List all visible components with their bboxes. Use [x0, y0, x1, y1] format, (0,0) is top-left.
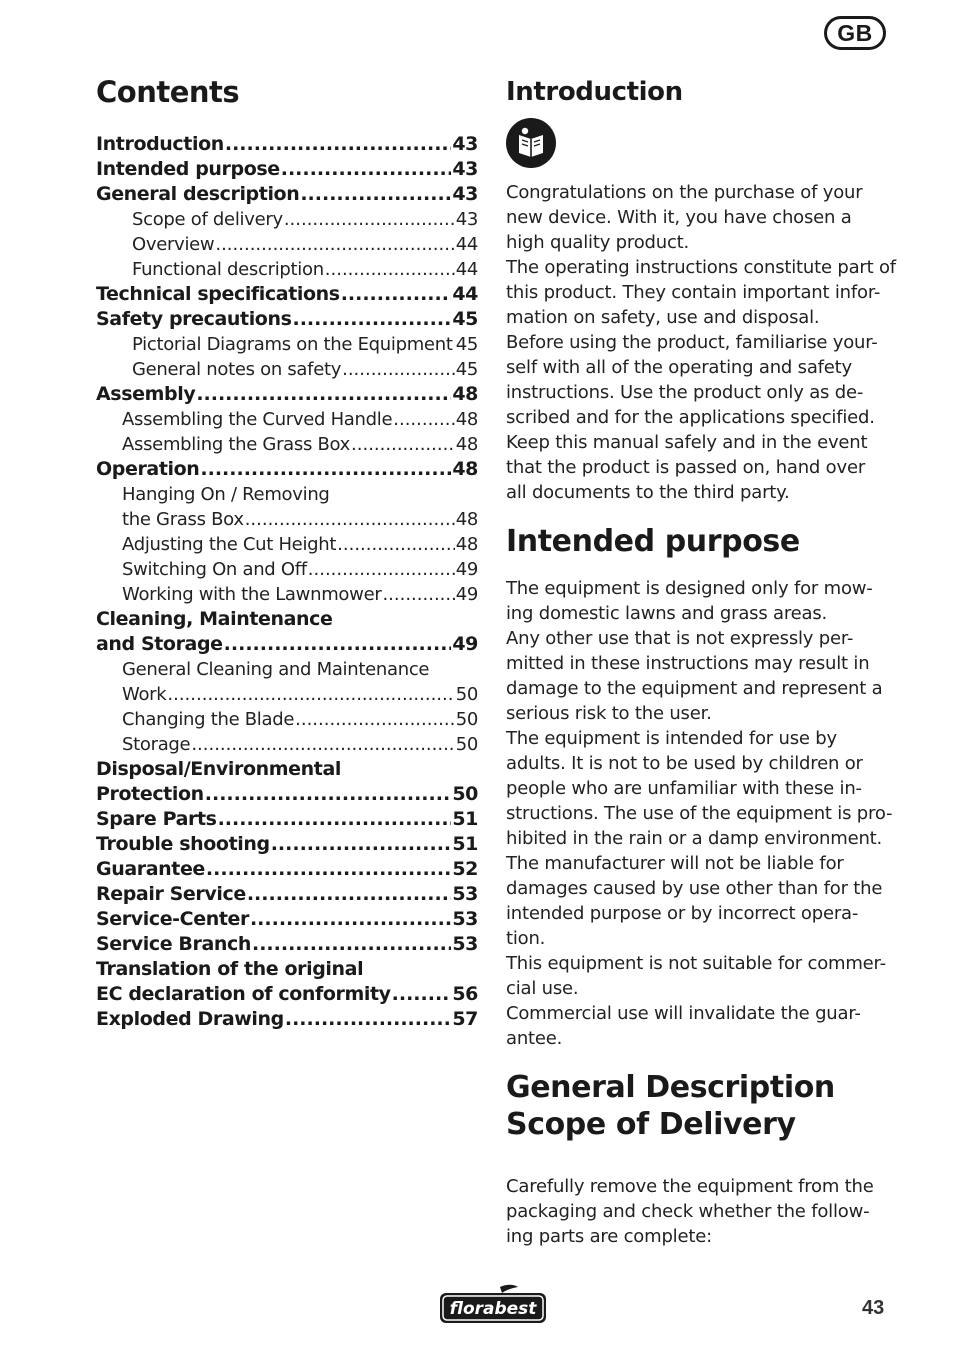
- toc-entry-title: Work: [122, 684, 167, 705]
- text-line: all documents to the third party.: [506, 482, 790, 503]
- toc-entry: [96, 432, 478, 457]
- intended-purpose-heading: Intended purpose: [506, 524, 800, 559]
- language-badge: GB: [824, 16, 886, 50]
- toc-entry: [96, 357, 478, 382]
- toc-entry-page: 53: [452, 933, 478, 955]
- text-line: Congratulations on the purchase of your: [506, 182, 863, 203]
- toc-entry: [96, 482, 478, 507]
- toc-entry-title: Assembling the Curved Handle: [122, 409, 393, 430]
- toc-entry-title: Overview: [132, 234, 215, 255]
- toc-leader-dots: [351, 432, 455, 457]
- toc-leader-dots: [200, 457, 451, 482]
- toc-entry-title: Storage: [122, 734, 191, 755]
- contents-column: [96, 72, 478, 1032]
- toc-entry-title: Hanging On / Removing: [122, 484, 330, 505]
- toc-entry-title: Adjusting the Cut Height: [122, 534, 337, 555]
- toc-entry: [96, 157, 478, 182]
- toc-entry-title: Assembly: [96, 383, 196, 405]
- toc-entry-title: Guarantee: [96, 858, 205, 880]
- toc-leader-dots: [342, 357, 455, 382]
- toc-entry-title: General notes on safety: [132, 359, 342, 380]
- toc-entry: [96, 557, 478, 582]
- toc-leader-dots: [382, 582, 454, 607]
- text-line: antee.: [506, 1028, 563, 1049]
- toc-entry: [96, 757, 478, 782]
- toc-entry-title: Protection: [96, 783, 204, 805]
- toc-entry: [96, 982, 478, 1007]
- scope-of-delivery-text: [506, 1174, 906, 1249]
- toc-leader-dots: [284, 207, 455, 232]
- text-line: new device. With it, you have chosen a: [506, 207, 852, 228]
- toc-leader-dots: [271, 832, 452, 857]
- toc-leader-dots: [393, 407, 454, 432]
- toc-entry: [96, 532, 478, 557]
- toc-leader-dots: [454, 332, 455, 357]
- toc-entry: [96, 957, 478, 982]
- toc-leader-dots: [293, 307, 452, 332]
- intended-purpose-text: [506, 576, 906, 1051]
- toc-entry-title: General Cleaning and Maintenance: [122, 659, 430, 680]
- toc-entry: [96, 332, 478, 357]
- toc-entry-page: 52: [452, 858, 478, 880]
- toc-entry-page: 45: [452, 308, 478, 330]
- text-line: ing domestic lawns and grass areas.: [506, 603, 828, 624]
- toc-leader-dots: [341, 282, 452, 307]
- toc-entry-page: 50: [455, 684, 478, 705]
- toc-entry: [96, 707, 478, 732]
- text-line: Any other use that is not expressly per-: [506, 628, 854, 649]
- toc-entry-title: Technical specifications: [96, 283, 340, 305]
- page-number: 43: [862, 1297, 885, 1319]
- toc-leader-dots: [250, 907, 451, 932]
- contents-title: Contents: [96, 75, 240, 109]
- text-line: scribed and for the applications specified.: [506, 407, 875, 428]
- toc-entry-title: Assembling the Grass Box: [122, 434, 351, 455]
- toc-entry-page: 45: [455, 359, 478, 380]
- toc-entry-title: Working with the Lawnmower: [122, 584, 382, 605]
- toc-entry-title: Changing the Blade: [122, 709, 295, 730]
- toc-entry-page: 56: [452, 983, 478, 1005]
- toc-entry-title: the Grass Box: [122, 509, 244, 530]
- general-description-heading-line1: General Description: [506, 1070, 835, 1105]
- toc-entry-page: 44: [455, 234, 478, 255]
- toc-entry-title: Translation of the original: [96, 958, 364, 980]
- toc-entry: [96, 307, 478, 332]
- toc-entry-title: Introduction: [96, 133, 224, 155]
- text-line: people who are unfamiliar with these in-: [506, 778, 862, 799]
- toc-leader-dots: [300, 182, 451, 207]
- toc-leader-dots: [285, 1007, 452, 1032]
- toc-entry-title: Service Branch: [96, 933, 251, 955]
- toc-entry: [96, 832, 478, 857]
- toc-leader-dots: [218, 807, 452, 832]
- text-line: serious risk to the user.: [506, 703, 712, 724]
- toc-entry-page: 48: [455, 534, 478, 555]
- text-line: intended purpose or by incorrect opera-: [506, 903, 859, 924]
- toc-entry-title: Cleaning, Maintenance: [96, 608, 333, 630]
- toc-entry-title: Pictorial Diagrams on the Equipment: [132, 334, 453, 355]
- toc-entry-page: 53: [452, 883, 478, 905]
- toc-entry-page: 50: [455, 734, 478, 755]
- toc-entry: [96, 932, 478, 957]
- toc-leader-dots: [295, 707, 455, 732]
- toc-entry-page: 50: [455, 709, 478, 730]
- text-line: structions. The use of the equipment is pro-: [506, 803, 893, 824]
- toc-leader-dots: [225, 132, 451, 157]
- toc-entry: [96, 407, 478, 432]
- toc-entry-page: 50: [452, 783, 478, 805]
- toc-entry: [96, 282, 478, 307]
- toc-leader-dots: [215, 232, 454, 257]
- text-line: The operating instructions constitute part of: [506, 257, 896, 278]
- toc-entry: [96, 207, 478, 232]
- toc-entry-title: Scope of delivery: [132, 209, 283, 230]
- toc-entry: [96, 807, 478, 832]
- toc-entry-title: Exploded Drawing: [96, 1008, 284, 1030]
- text-line: instructions. Use the product only as de-: [506, 382, 864, 403]
- text-line: This equipment is not suitable for commer-: [506, 953, 886, 974]
- main-column: [506, 72, 906, 1249]
- toc-entry: [96, 382, 478, 407]
- toc-leader-dots: [167, 682, 454, 707]
- toc-leader-dots: [392, 982, 452, 1007]
- toc-entry: [96, 782, 478, 807]
- toc-entry: [96, 457, 478, 482]
- toc-entry: [96, 682, 478, 707]
- toc-entry-page: 48: [455, 409, 478, 430]
- toc-entry: [96, 257, 478, 282]
- text-line: high quality product.: [506, 232, 690, 253]
- toc-entry-page: 43: [452, 158, 478, 180]
- text-line: Commercial use will invalidate the guar-: [506, 1003, 861, 1024]
- toc-entry-title: Operation: [96, 458, 200, 480]
- toc-entry-title: Functional description: [132, 259, 324, 280]
- toc-entry-title: Switching On and Off: [122, 559, 307, 580]
- text-line: this product. They contain important infor-: [506, 282, 881, 303]
- toc-entry-title: Repair Service: [96, 883, 246, 905]
- text-line: hibited in the rain or a damp environment.: [506, 828, 883, 849]
- text-line: mitted in these instructions may result in: [506, 653, 870, 674]
- toc-entry: [96, 582, 478, 607]
- toc-leader-dots: [205, 782, 452, 807]
- toc-leader-dots: [325, 257, 455, 282]
- toc-entry-title: Intended purpose: [96, 158, 280, 180]
- toc-leader-dots: [245, 507, 455, 532]
- toc-entry-page: 49: [452, 633, 478, 655]
- toc-leader-dots: [308, 557, 455, 582]
- toc-leader-dots: [252, 932, 451, 957]
- toc-entry: [96, 607, 478, 632]
- text-line: mation on safety, use and disposal.: [506, 307, 820, 328]
- text-line: Keep this manual safely and in the event: [506, 432, 868, 453]
- toc-leader-dots: [191, 732, 454, 757]
- read-manual-icon: [506, 118, 556, 168]
- toc-entry: [96, 907, 478, 932]
- toc-entry-title: Safety precautions: [96, 308, 292, 330]
- svg-text:florabest: florabest: [449, 1299, 537, 1319]
- toc-entry: [96, 882, 478, 907]
- toc-entry: [96, 182, 478, 207]
- toc-entry: [96, 1007, 478, 1032]
- toc-entry-title: Disposal/Environmental: [96, 758, 342, 780]
- text-line: tion.: [506, 928, 546, 949]
- text-line: damages caused by use other than for the: [506, 878, 883, 899]
- toc-entry-title: Spare Parts: [96, 808, 217, 830]
- toc-entry-page: 57: [452, 1008, 478, 1030]
- toc-entry-page: 48: [452, 458, 478, 480]
- toc-entry-page: 44: [455, 259, 478, 280]
- text-line: cial use.: [506, 978, 579, 999]
- toc-entry-page: 44: [452, 283, 478, 305]
- toc-entry-title: General description: [96, 183, 300, 205]
- table-of-contents: [96, 132, 478, 1032]
- introduction-heading: Introduction: [506, 77, 683, 107]
- toc-entry-title: Service-Center: [96, 908, 249, 930]
- introduction-text: [506, 180, 906, 505]
- text-line: The equipment is intended for use by: [506, 728, 837, 749]
- text-line: The manufacturer will not be liable for: [506, 853, 844, 874]
- toc-entry: [96, 632, 478, 657]
- toc-entry: [96, 507, 478, 532]
- toc-entry-page: 43: [455, 209, 478, 230]
- toc-leader-dots: [206, 857, 451, 882]
- toc-leader-dots: [247, 882, 452, 907]
- text-line: Before using the product, familiarise your-: [506, 332, 878, 353]
- toc-entry: [96, 732, 478, 757]
- text-line: ing parts are complete:: [506, 1226, 712, 1247]
- toc-entry-page: 43: [452, 183, 478, 205]
- toc-entry-page: 48: [452, 383, 478, 405]
- scope-of-delivery-heading: Scope of Delivery: [506, 1107, 796, 1142]
- toc-leader-dots: [281, 157, 452, 182]
- toc-entry: [96, 232, 478, 257]
- toc-entry-page: 51: [452, 833, 478, 855]
- toc-entry-title: Trouble shooting: [96, 833, 270, 855]
- toc-entry-title: and Storage: [96, 633, 223, 655]
- toc-leader-dots: [337, 532, 455, 557]
- text-line: self with all of the operating and safety: [506, 357, 852, 378]
- toc-entry-page: 53: [452, 908, 478, 930]
- toc-entry: [96, 657, 478, 682]
- toc-entry-page: 49: [455, 584, 478, 605]
- toc-entry-page: 48: [455, 434, 478, 455]
- toc-leader-dots: [196, 382, 451, 407]
- toc-entry-page: 43: [452, 133, 478, 155]
- toc-entry-page: 48: [455, 509, 478, 530]
- toc-entry: [96, 132, 478, 157]
- toc-entry-page: 49: [455, 559, 478, 580]
- text-line: packaging and check whether the follow-: [506, 1201, 870, 1222]
- text-line: damage to the equipment and represent a: [506, 678, 883, 699]
- florabest-logo: [438, 1283, 548, 1325]
- toc-leader-dots: [224, 632, 452, 657]
- text-line: Carefully remove the equipment from the: [506, 1176, 874, 1197]
- toc-entry: [96, 857, 478, 882]
- text-line: adults. It is not to be used by children or: [506, 753, 863, 774]
- toc-entry-title: EC declaration of conformity: [96, 983, 391, 1005]
- toc-entry-page: 45: [455, 334, 478, 355]
- text-line: that the product is passed on, hand over: [506, 457, 866, 478]
- toc-entry-page: 51: [452, 808, 478, 830]
- text-line: The equipment is designed only for mow-: [506, 578, 873, 599]
